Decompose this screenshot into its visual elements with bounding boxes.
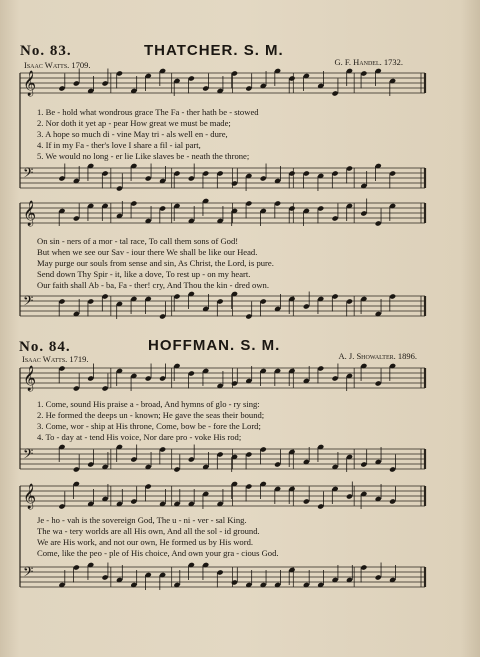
- hymn-title: HOFFMAN. S. M.: [148, 337, 281, 354]
- music-credit: A. J. Showalter. 1896.: [338, 351, 417, 361]
- verse-line: 5. We would no long - er lie Like slaves be - neath the throne;: [37, 151, 250, 161]
- verse-line: 2. Nor doth it yet ap - pear How great we must be made;: [37, 118, 231, 128]
- bass-clef-icon: 𝄢: [23, 293, 34, 312]
- verse-line: 1. Be - hold what wondrous grace The Fa - ther hath be - stowed: [37, 107, 259, 117]
- verse-line: 3. A hope so much di - vine May tri - als well en - dure,: [37, 129, 228, 139]
- verse-line: 2. He formed the deeps un - known; He gave the seas their bound;: [37, 410, 265, 420]
- verse-line: May purge our souls from sense and sin, As Christ, the Lord, is pure.: [37, 258, 274, 268]
- bass-clef-icon: 𝄢: [23, 564, 34, 583]
- verse-line: On sin - ners of a mor - tal race, To call them sons of God!: [37, 236, 239, 246]
- words-credit: Isaac Watts. 1719.: [22, 354, 89, 364]
- verse-line: 3. Come, wor - ship at His throne, Come, bow be - fore the Lord;: [37, 421, 261, 431]
- words-credit: Isaac Watts. 1709.: [24, 60, 91, 70]
- verse-line: The wa - tery worlds are all His own, And all the sol - id ground.: [37, 526, 260, 536]
- verse-line: 4. If in my Fa - ther's love I share a fil - ial part,: [37, 140, 201, 150]
- verse-line: We are His work, and not our own, He formed us by His word.: [37, 537, 254, 547]
- verse-line: Je - ho - vah is the sovereign God, The u - ni - ver - sal King.: [37, 515, 247, 525]
- hymn-number: No. 83.: [20, 43, 72, 59]
- bass-clef-icon: 𝄢: [23, 165, 34, 184]
- hymn-number: No. 84.: [19, 339, 71, 355]
- verse-line: Our faith shall Ab - ba, Fa - ther! cry, And Thou the kin - dred own.: [37, 280, 269, 290]
- treble-clef-icon: 𝄞: [23, 201, 37, 226]
- bass-clef-icon: 𝄢: [23, 446, 34, 465]
- verse-line: Come, like the peo - ple of His choice, And own your gra - cious God.: [37, 548, 279, 558]
- verse-line: But when we see our Sav - iour there We shall be like our Head.: [37, 247, 258, 257]
- verse-line: 1. Come, sound His praise a - broad, And hymns of glo - ry sing:: [37, 399, 260, 409]
- treble-clef-icon: 𝄞: [23, 484, 37, 509]
- music-credit: G. F. Handel. 1732.: [334, 57, 403, 67]
- verse-line: 4. To - day at - tend His voice, Nor dare pro - voke His rod;: [37, 432, 242, 442]
- treble-clef-icon: 𝄞: [23, 366, 37, 391]
- treble-clef-icon: 𝄞: [23, 71, 37, 96]
- hymn-title: THATCHER. S. M.: [144, 42, 284, 59]
- verse-line: Send down Thy Spir - it, like a dove, To rest up - on my heart.: [37, 269, 251, 279]
